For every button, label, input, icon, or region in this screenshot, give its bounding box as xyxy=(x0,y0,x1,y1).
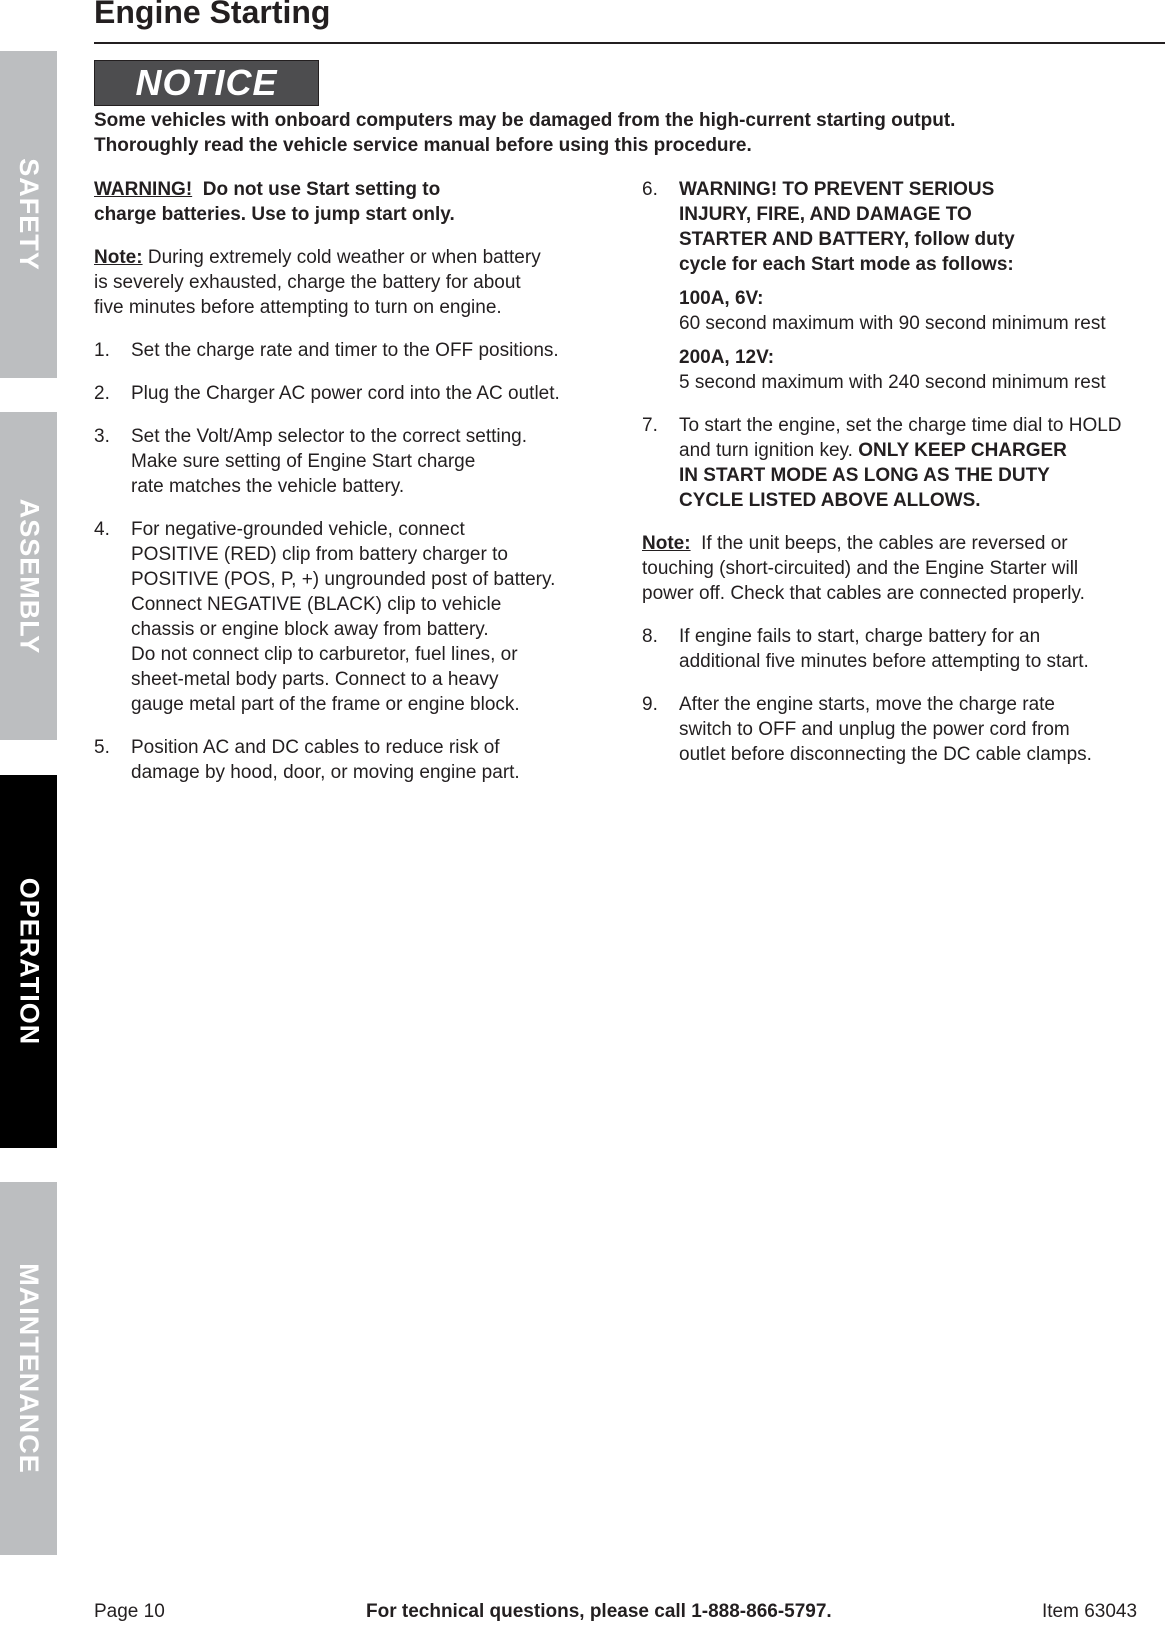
page-footer xyxy=(94,1601,1144,1627)
warning-line: Do not use Start setting to xyxy=(202,179,441,200)
step-line: Plug the Charger AC power cord into the AC outlet. xyxy=(131,383,560,404)
sidebar-tab-assembly[interactable] xyxy=(0,412,57,740)
page-number: Page 10 xyxy=(94,1601,165,1622)
step-line: CYCLE LISTED ABOVE ALLOWS. xyxy=(679,490,981,511)
step-line: Set the Volt/Amp selector to the correct setting. xyxy=(131,426,528,447)
step-6 xyxy=(642,177,1164,395)
step-line: Make sure setting of Engine Start charge xyxy=(131,451,476,472)
right-column xyxy=(642,177,1164,785)
title-divider xyxy=(94,42,1165,44)
step-number: 9. xyxy=(642,694,658,715)
duty-cycle-mode xyxy=(679,345,1164,395)
note-line: five minutes before attempting to turn on engine. xyxy=(94,297,502,318)
step-line: POSITIVE (POS, P, +) ungrounded post of battery. xyxy=(131,569,556,590)
note-label: Note: xyxy=(642,533,691,554)
step-line: Position AC and DC cables to reduce risk of xyxy=(131,737,500,758)
step-9 xyxy=(642,692,1164,767)
step-3 xyxy=(94,424,614,499)
sidebar-tab-operation[interactable] xyxy=(0,775,57,1148)
sidebar-tab-safety[interactable] xyxy=(0,51,57,378)
step-8 xyxy=(642,624,1164,674)
warning-paragraph xyxy=(94,177,614,227)
step-5 xyxy=(94,735,614,785)
sidebar-tab-label: MAINTENANCE xyxy=(14,1263,44,1474)
step-4 xyxy=(94,517,614,717)
warning-line: charge batteries. Use to jump start only. xyxy=(94,204,455,225)
step-number: 3. xyxy=(94,426,110,447)
notice-line: Thoroughly read the vehicle service manual before using this procedure. xyxy=(94,135,752,156)
step-line: POSITIVE (RED) clip from battery charger to xyxy=(131,544,508,565)
step-line: INJURY, FIRE, AND DAMAGE TO xyxy=(679,204,972,225)
step-line: IN START MODE AS LONG AS THE DUTY xyxy=(679,465,1050,486)
step-line: sheet-metal body parts. Connect to a heavy xyxy=(131,669,499,690)
mode-text: 5 second maximum with 240 second minimum rest xyxy=(679,372,1106,393)
step-line: rate matches the vehicle battery. xyxy=(131,476,405,497)
step-number: 2. xyxy=(94,383,110,404)
step-line: STARTER AND BATTERY, follow duty xyxy=(679,229,1015,250)
step-line-bold: ONLY KEEP CHARGER xyxy=(858,440,1067,461)
step-line: and turn ignition key. xyxy=(679,440,859,461)
step-line: gauge metal part of the frame or engine block. xyxy=(131,694,520,715)
step-number: 5. xyxy=(94,737,110,758)
step-number: 1. xyxy=(94,340,110,361)
tech-support-text: For technical questions, please call 1-888-866-5797. xyxy=(366,1601,832,1622)
step-line: To start the engine, set the charge time dial to HOLD xyxy=(679,415,1122,436)
note-paragraph xyxy=(94,245,614,320)
mode-label: 100A, 6V: xyxy=(679,288,764,309)
step-line: additional five minutes before attempting to start. xyxy=(679,651,1089,672)
sidebar-tab-maintenance[interactable] xyxy=(0,1182,57,1555)
sidebar-tab-label: SAFETY xyxy=(14,158,45,271)
step-line: After the engine starts, move the charge rate xyxy=(679,694,1055,715)
note-line: touching (short-circuited) and the Engine Starter will xyxy=(642,558,1079,579)
notice-line: Some vehicles with onboard computers may be damaged from the high-current starting output. xyxy=(94,110,956,131)
note-line: power off. Check that cables are connected properly. xyxy=(642,583,1085,604)
notice-text xyxy=(94,108,1154,158)
sidebar-tab-label: OPERATION xyxy=(14,877,45,1046)
step-number: 4. xyxy=(94,519,110,540)
step-number: 8. xyxy=(642,626,658,647)
sidebar-tab-label: ASSEMBLY xyxy=(14,498,45,654)
note-label: Note: xyxy=(94,247,143,268)
notice-badge xyxy=(94,60,319,106)
step-line: outlet before disconnecting the DC cable clamps. xyxy=(679,744,1092,765)
step-line: Set the charge rate and timer to the OFF positions. xyxy=(131,340,559,361)
step-line: For negative-grounded vehicle, connect xyxy=(131,519,465,540)
note-line: During extremely cold weather or when battery xyxy=(147,247,541,268)
step-2 xyxy=(94,381,614,406)
note-line: is severely exhausted, charge the battery for about xyxy=(94,272,521,293)
mode-text: 60 second maximum with 90 second minimum rest xyxy=(679,313,1106,334)
duty-cycle-mode xyxy=(679,286,1164,336)
step-line: damage by hood, door, or moving engine part. xyxy=(131,762,520,783)
left-column xyxy=(94,177,614,803)
step-number: 6. xyxy=(642,179,658,200)
step-line: Do not connect clip to carburetor, fuel lines, or xyxy=(131,644,518,665)
notice-badge-label: NOTICE xyxy=(135,62,278,103)
step-1 xyxy=(94,338,614,363)
step-line: chassis or engine block away from battery. xyxy=(131,619,489,640)
note-paragraph xyxy=(642,531,1164,606)
item-number: Item 63043 xyxy=(1042,1601,1138,1622)
step-number: 7. xyxy=(642,415,658,436)
step-7 xyxy=(642,413,1164,513)
step-line: If engine fails to start, charge battery for an xyxy=(679,626,1041,647)
warning-label: WARNING! xyxy=(94,179,193,200)
step-line: Connect NEGATIVE (BLACK) clip to vehicle xyxy=(131,594,502,615)
page-title: Engine Starting xyxy=(94,0,331,30)
mode-label: 200A, 12V: xyxy=(679,347,775,368)
step-line: WARNING! TO PREVENT SERIOUS xyxy=(679,179,995,200)
step-line: cycle for each Start mode as follows: xyxy=(679,254,1014,275)
step-line: switch to OFF and unplug the power cord from xyxy=(679,719,1070,740)
note-line: If the unit beeps, the cables are reversed or xyxy=(701,533,1068,554)
